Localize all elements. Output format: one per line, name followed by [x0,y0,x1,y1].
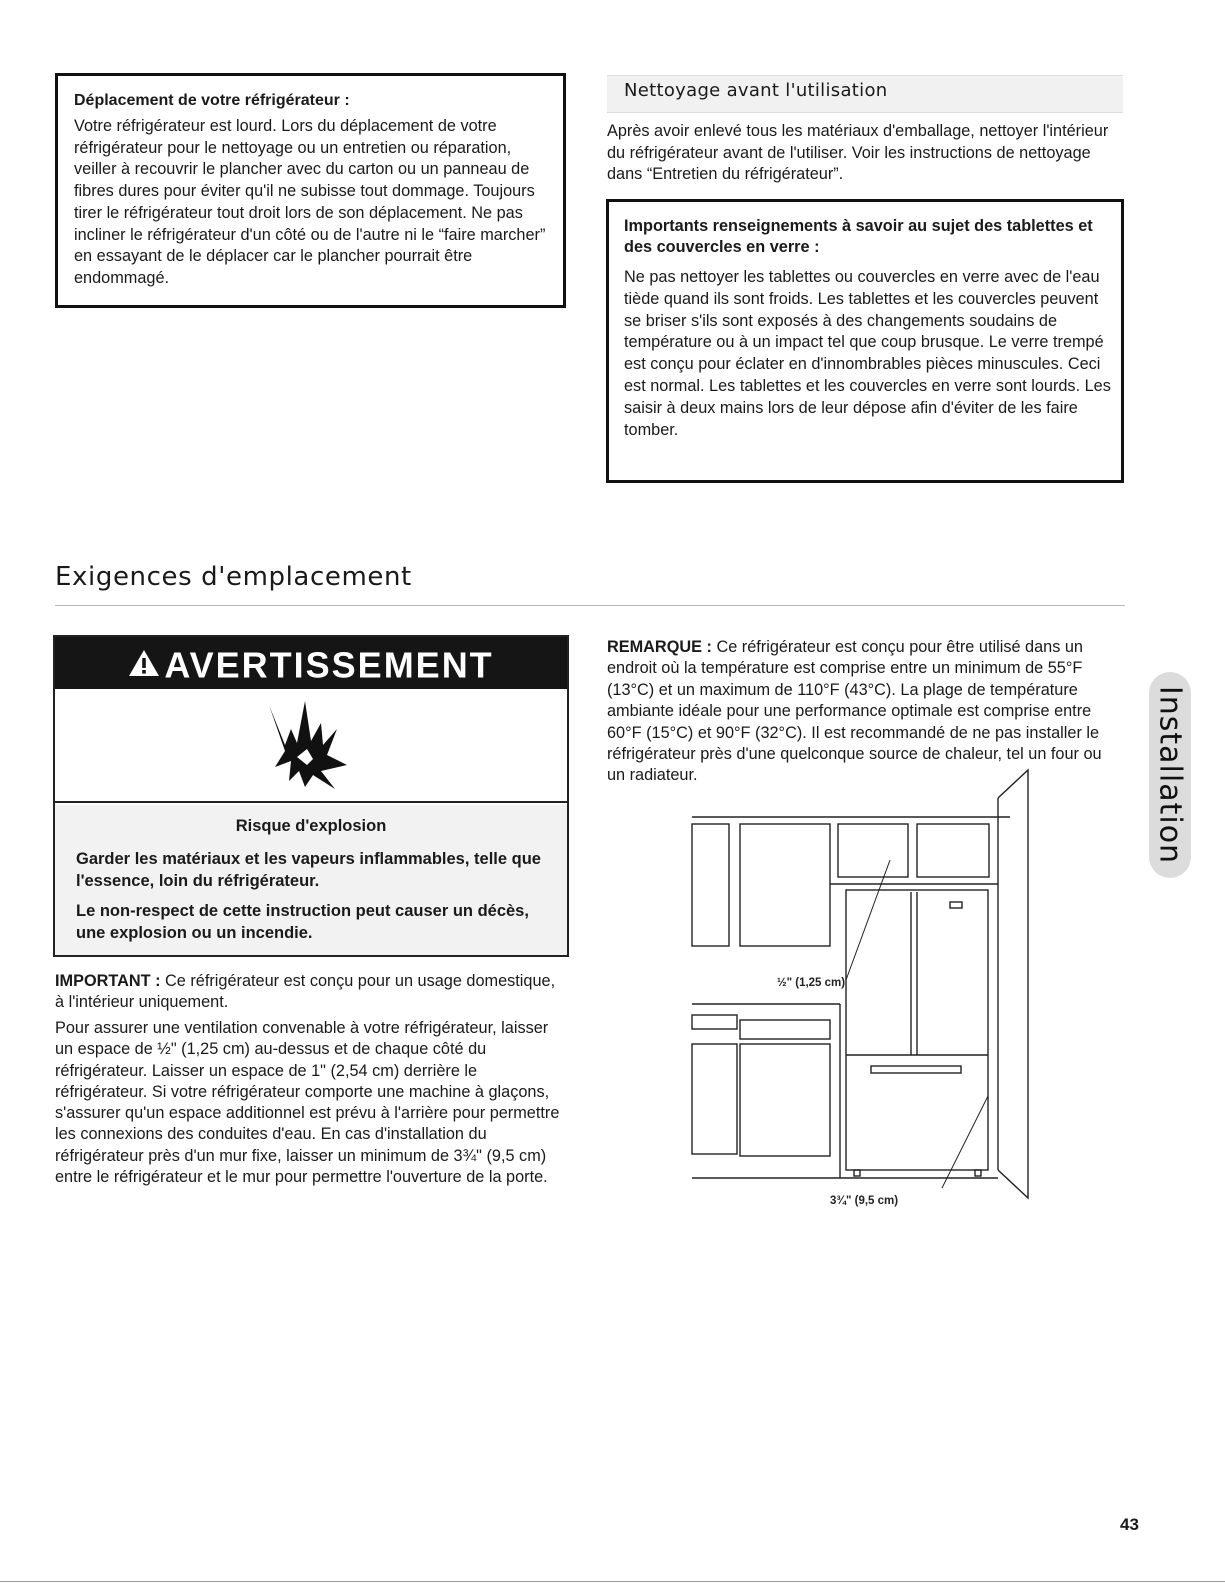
important-text: Ce réfrigérateur est conçu pour un usage domestique, à l'intérieur uniquement. [55,972,556,1011]
glass-shelves-notice-box [606,199,1124,483]
warning-icon-area [55,689,567,803]
warning-header-label: AVERTISSEMENT [164,644,494,686]
clearance-diagram [680,760,1040,1220]
bottom-border [0,1581,1225,1582]
warning-consequence: Le non-respect de cette instruction peut causer un décès, une explosion ou un incendie. [76,902,529,942]
upper-cabinet-over-fridge-2 [917,824,989,877]
cleaning-heading: Nettoyage avant l'utilisation [624,80,888,101]
upper-cabinet-over-fridge-1 [838,824,908,877]
ventilation-text: Pour assurer une ventilation convenable à votre réfrigérateur, laisser un espace de ½" (1,25 cm) au-dessus et de chaque côté du réfrigérateur. Laisser un espace de 1" (2,54 cm) derrière le réfrigérateur. Si votre réfrigérateur comporte une machine à glaçons, s'assurer qu'un espace additionnel est prévu à l'arrière pour permettre les connexions des conduites d'eau. En cas d'installation du réfrigérateur près d'un mur fixe, laisser un minimum de 3¾" (9,5 cm) entre le réfrigérateur et le mur pour permettre l'ouverture de la porte. [55,1019,560,1187]
lower-cabinet-door [740,1044,830,1156]
warning-instruction: Garder les matériaux et les vapeurs inflammables, telle que l'essence, loin du réfrigérateur. [76,850,541,890]
section-title: Exigences d'emplacement [55,562,412,592]
upper-cabinet-left [692,824,729,946]
cleaning-text: Après avoir enlevé tous les matériaux d'emballage, nettoyer l'intérieur du réfrigérateur avant de l'utiliser. Voir les instructions de nettoyage dans “Entretien du réfrigérateur”. [607,122,1109,183]
upper-cabinet-door [740,824,830,946]
important-note [55,971,567,1013]
freezer-handle [871,1066,961,1073]
remark-text: Ce réfrigérateur est conçu pour être utilisé dans un endroit où la température est comprise entre un minimum de 55°F (13°C) et un maximum de 110°F (43°C). La plage de température ambiante idéale pour une performance optimale est comprise entre 60°F (15°C) et 90°F (32°C). Il est recommandé de ne pas installer le réfrigérateur près d'une quelconque source de chaleur, tel un four ou un radiateur. [607,638,1102,785]
page-number: 43 [1120,1515,1139,1534]
important-label: IMPORTANT : [55,972,161,990]
side-wall [998,770,1028,1198]
warning-header [55,637,567,689]
glass-notice-text: Ne pas nettoyer les tablettes ou couvercles en verre avec de l'eau tiède quand ils sont froids. Les tablettes et les couvercles peuvent se briser s'ils sont exposés à des changements soudains de température ou à un impact tel que coup brusque. Le verre trempé est conçu pour éclater en d'innombrables pièces minuscules. Ceci est normal. Les tablettes et les couvercles en verre sont lourds. Les saisir à deux mains lors de leur dépose afin d'éviter de les faire tomber. [624,268,1111,439]
side-tab-label: Installation [1152,685,1188,865]
moving-notice-text: Votre réfrigérateur est lourd. Lors du déplacement de votre réfrigérateur pour le nettoyage ou un entretien ou réparation, veiller à recouvrir le plancher avec du carton ou un panneau de fibres dures pour éviter qu'il ne subisse tout dommage. Toujours tirer le réfrigérateur tout droit lors de son déplacement. Ne pas incliner le réfrigérateur d'un côté ou de l'autre ni le “faire marcher” en essayant de le déplacer car le plancher pourrait être endommagé. [74,117,546,287]
moving-notice-box [55,73,566,308]
remark-label: REMARQUE : [607,638,712,656]
warning-body [55,805,567,955]
glass-notice-title: Importants renseignements à savoir au sujet des tablettes et des couvercles en verre : [624,217,1093,256]
warning-box [53,635,569,957]
top-clearance-label: ½" (1,25 cm) [777,977,846,989]
explosion-icon [255,699,355,795]
lower-drawer [740,1020,830,1039]
moving-notice-title: Déplacement de votre réfrigérateur : [74,92,350,109]
warning-risk: Risque d'explosion [235,817,387,835]
wall-clearance-label: 3¾" (9,5 cm) [830,1195,899,1207]
warning-triangle-icon [128,639,160,691]
control-panel [950,902,962,908]
section-divider [55,605,1125,606]
